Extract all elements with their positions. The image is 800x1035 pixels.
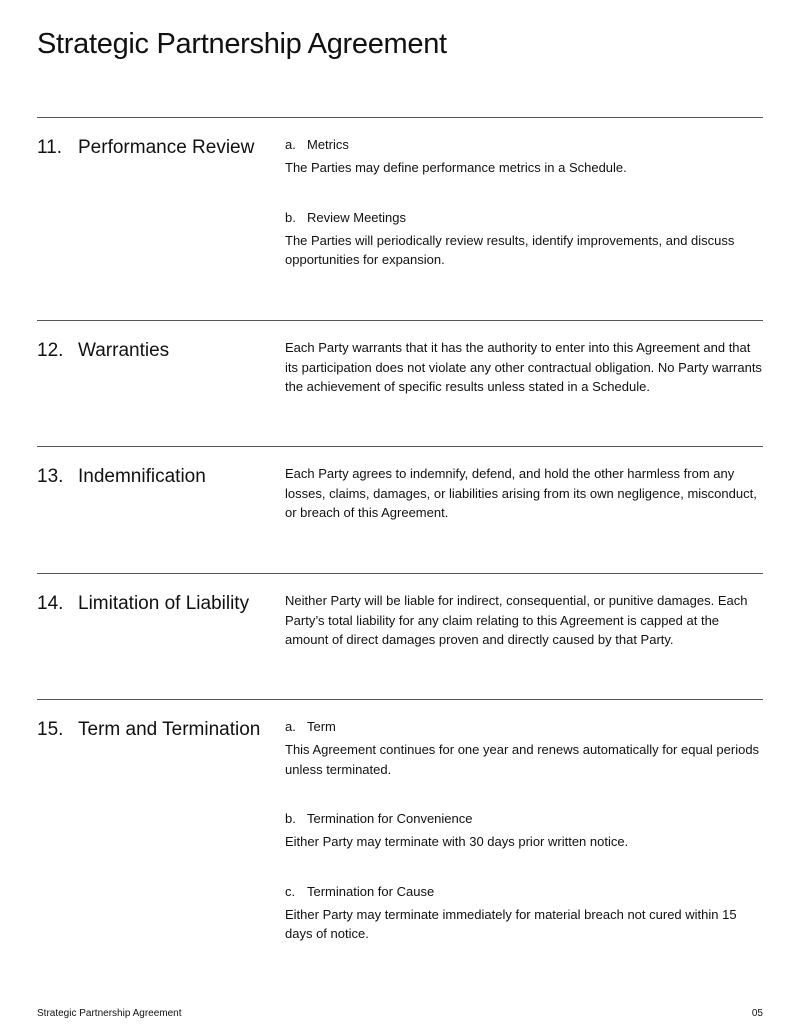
section-number: 14.	[37, 593, 64, 614]
section-text: Each Party warrants that it has the authority to enter into this Agreement and that its participation does not violate any other contractual obligation. No Party warrants the achievement of specific results unless stated in a Schedule.	[285, 340, 762, 394]
section-number: 13.	[37, 466, 64, 487]
section-heading: Performance Review	[78, 137, 255, 158]
subsection-label: Term	[307, 719, 336, 734]
subsection-text: The Parties will periodically review results, identify improvements, and discuss opportunities for expansion.	[285, 232, 735, 267]
section-number: 15.	[37, 719, 64, 740]
section-heading: Limitation of Liability	[78, 593, 250, 614]
section-limitation-of-liability	[37, 573, 763, 700]
subsection-label: Termination for Cause	[307, 883, 435, 899]
section-body	[285, 135, 765, 300]
section-warranties	[37, 320, 763, 447]
subsection	[285, 208, 765, 270]
subsection-label: Review Meetings	[307, 209, 406, 225]
document-title: Strategic Partnership Agreement	[37, 28, 447, 60]
section-heading: Term and Termination	[78, 719, 261, 740]
subsection	[285, 882, 765, 944]
subsection-text: The Parties may define performance metrics in a Schedule.	[285, 160, 627, 175]
subsection-letter: a.	[285, 719, 296, 734]
footer-title: Strategic Partnership Agreement	[37, 1008, 182, 1019]
subsection-label: Metrics	[307, 137, 349, 152]
subsection-text: Either Party may terminate with 30 days prior written notice.	[285, 834, 629, 849]
section-term-and-termination	[37, 699, 763, 970]
section-text: Neither Party will be liable for indirect, consequential, or punitive damages. Each Party’s total liability for any claim relating to this Agreement is capped at the amount of direct damages proven and directly caused by that Party.	[285, 593, 748, 647]
section-heading: Warranties	[78, 340, 170, 361]
section-performance-review	[37, 117, 763, 321]
subsection-text: This Agreement continues for one year and renews automatically for equal periods unless terminated.	[285, 742, 760, 777]
subsection-letter: a.	[285, 137, 296, 152]
subsection-letter: c.	[285, 883, 296, 899]
subsection	[285, 717, 765, 779]
page-number: 05	[751, 1008, 763, 1019]
subsection-letter: b.	[285, 209, 296, 225]
section-indemnification	[37, 446, 763, 573]
subsection-text: Either Party may terminate immediately for material breach not cured within 15 days of notice.	[285, 906, 737, 941]
subsection	[285, 809, 765, 852]
subsection-letter: b.	[285, 811, 296, 826]
section-number: 12.	[37, 340, 64, 361]
section-number: 11.	[37, 137, 63, 158]
section-body	[285, 717, 765, 974]
section-heading: Indemnification	[78, 466, 206, 487]
subsection	[285, 135, 765, 178]
section-text: Each Party agrees to indemnify, defend, and hold the other harmless from any losses, claims, damages, or liabilities arising from its own negligence, misconduct, or breach of this Agreement.	[285, 466, 757, 520]
subsection-label: Termination for Convenience	[307, 811, 473, 826]
